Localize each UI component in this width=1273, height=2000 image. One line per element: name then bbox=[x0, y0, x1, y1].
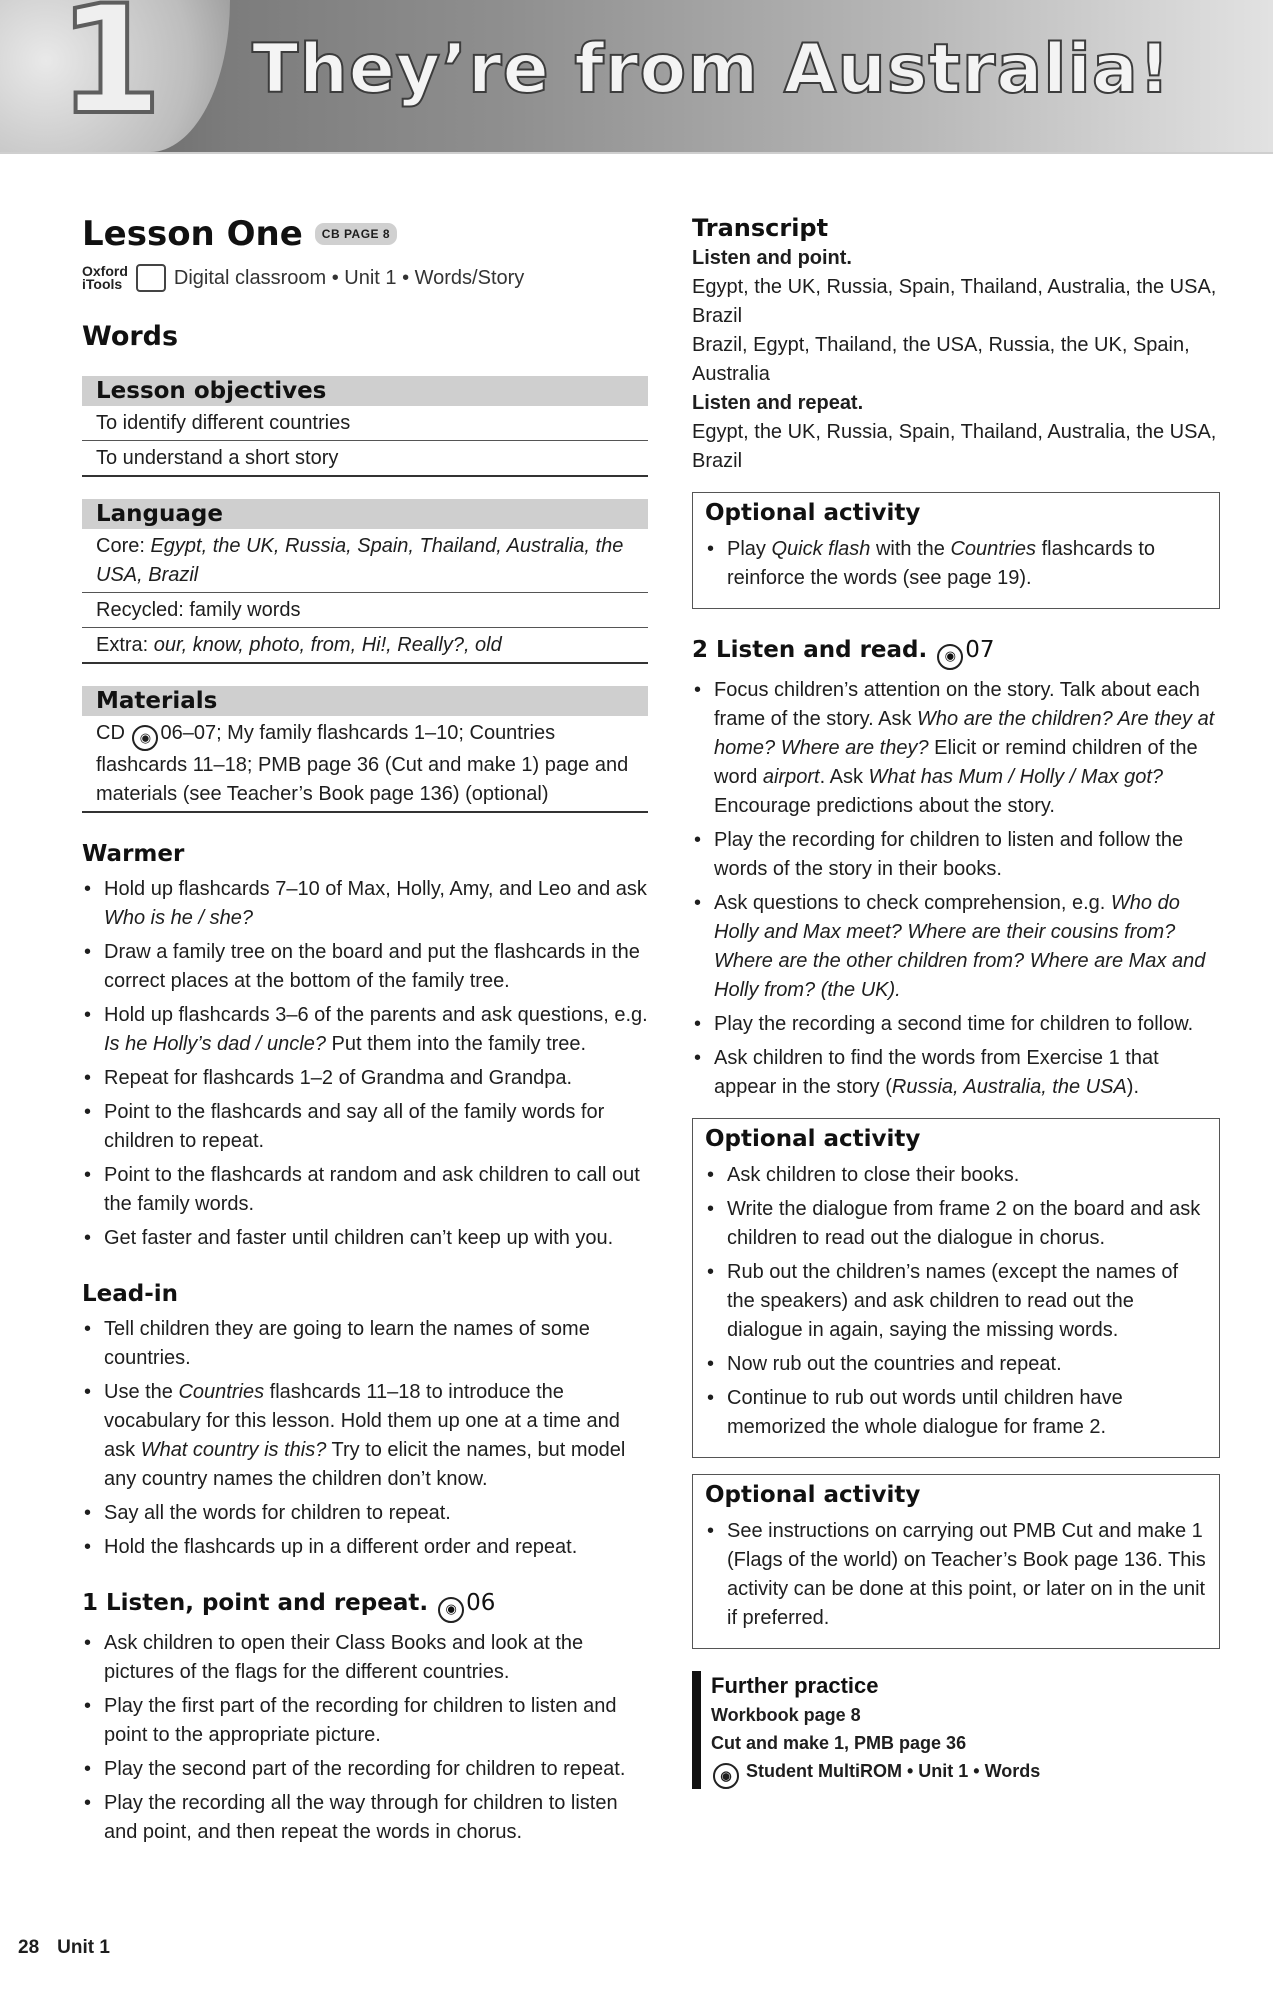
transcript-subheading: Listen and repeat. bbox=[692, 392, 864, 414]
optional-activity-title: Optional activity bbox=[705, 1126, 921, 1152]
objective-item bbox=[82, 406, 648, 441]
itools-logo-top: Oxford bbox=[82, 263, 128, 279]
list-item: • Now rub out the countries and repeat. bbox=[705, 1350, 1207, 1379]
objectives-heading: Lesson objectives bbox=[82, 376, 648, 406]
list-item: • Ask children to open their Class Books and look at the pictures of the flags for the different countries. bbox=[82, 1629, 648, 1687]
materials-prefix: CD bbox=[96, 722, 125, 744]
warmer-list bbox=[82, 875, 648, 1253]
list-item: • Play the recording all the way through for children to listen and point, and then repeat the words in chorus. bbox=[82, 1789, 648, 1847]
further-practice-item: Cut and make 1, PMB page 36 bbox=[711, 1733, 967, 1753]
cd-icon: ◉ bbox=[438, 1597, 464, 1623]
optional-activity-box bbox=[692, 1474, 1220, 1649]
list-item: • Get faster and faster until children can’t keep up with you. bbox=[82, 1224, 648, 1253]
exercise-2-heading bbox=[692, 635, 1220, 670]
further-practice-title: Further practice bbox=[711, 1673, 879, 1698]
optional-activity-box bbox=[692, 1118, 1220, 1458]
language-extra bbox=[82, 628, 648, 664]
words-heading: Words bbox=[82, 321, 179, 352]
list-item: • Draw a family tree on the board and put the flashcards in the correct places at the bottom of the family tree. bbox=[82, 938, 648, 996]
exercise-1-title: 1 Listen, point and repeat. bbox=[82, 1590, 429, 1616]
track-number: 06 bbox=[466, 1590, 496, 1616]
core-label: Core: bbox=[96, 535, 151, 557]
lesson-title: Lesson One bbox=[82, 214, 303, 254]
list-item: • Repeat for flashcards 1–2 of Grandma and Grandpa. bbox=[82, 1064, 648, 1093]
list-item: • Focus children’s attention on the story. Talk about each frame of the story. Ask Who are the children? Are they at home? Where are they? Elicit or remind children of the word airport. Ask What has Mum / Holly / Max got? Encourage predictions about the story. bbox=[692, 676, 1220, 821]
unit-banner bbox=[0, 0, 1273, 154]
exercise-1-heading bbox=[82, 1588, 648, 1623]
optional-activity-title: Optional activity bbox=[705, 500, 921, 526]
exercise-2-title: 2 Listen and read. bbox=[692, 637, 928, 663]
extra-label: Extra: bbox=[96, 634, 154, 656]
itools-text: Digital classroom • Unit 1 • Words/Story bbox=[173, 266, 525, 289]
language-recycled bbox=[82, 593, 648, 628]
optional-activity-list bbox=[705, 1161, 1207, 1442]
list-item: • Ask children to close their books. bbox=[705, 1161, 1207, 1190]
list-item: • Hold up flashcards 3–6 of the parents and ask questions, e.g. Is he Holly’s dad / uncle? Put them into the family tree. bbox=[82, 1001, 648, 1059]
objective-text: To identify different countries bbox=[96, 412, 351, 434]
transcript-line: Egypt, the UK, Russia, Spain, Thailand, Australia, the USA, Brazil bbox=[692, 276, 1217, 327]
optional-activity-title: Optional activity bbox=[705, 1482, 921, 1508]
materials-text bbox=[82, 716, 648, 813]
right-column bbox=[692, 212, 1220, 1789]
list-item: • Play the recording for children to listen and follow the words of the story in their books. bbox=[692, 826, 1220, 884]
track-number: 07 bbox=[965, 637, 995, 663]
list-item: • Tell children they are going to learn the names of some countries. bbox=[82, 1315, 648, 1373]
list-item: • Rub out the children’s names (except the names of the speakers) and ask children to read out the dialogue in again, saying the missing words. bbox=[705, 1258, 1207, 1345]
transcript-heading: Transcript bbox=[692, 214, 829, 242]
cd-icon: ◉ bbox=[713, 1763, 739, 1789]
list-item: • Continue to rub out words until children have memorized the whole dialogue for frame 2. bbox=[705, 1384, 1207, 1442]
lesson-header bbox=[82, 212, 648, 256]
exercise-1-list bbox=[82, 1629, 648, 1847]
warmer-heading: Warmer bbox=[82, 841, 185, 867]
extra-words: our, know, photo, from, Hi!, Really?, old bbox=[153, 634, 502, 656]
itools-line bbox=[82, 264, 648, 292]
left-column bbox=[82, 212, 648, 1852]
further-practice-item: Workbook page 8 bbox=[711, 1705, 861, 1725]
list-item: • Ask questions to check comprehension, e.g. Who do Holly and Max meet? Where are their cousins from? Where are the other children from? Where are Max and Holly from? (the UK). bbox=[692, 889, 1220, 1005]
page-footer bbox=[18, 1936, 110, 1960]
further-practice-item: ◉ Student MultiROM • Unit 1 • Words bbox=[711, 1757, 1220, 1789]
optional-activity-list bbox=[705, 1517, 1207, 1633]
itools-logo bbox=[82, 265, 128, 291]
leadin-heading: Lead-in bbox=[82, 1281, 179, 1307]
optional-activity-box bbox=[692, 492, 1220, 609]
unit-title: They’re from Australia! bbox=[252, 30, 1171, 109]
whiteboard-icon bbox=[136, 264, 166, 292]
cd-icon: ◉ bbox=[937, 644, 963, 670]
list-item: • Play the second part of the recording for children to repeat. bbox=[82, 1755, 648, 1784]
itools-logo-bottom: iTools bbox=[82, 276, 123, 292]
list-item: • Use the Countries flashcards 11–18 to introduce the vocabulary for this lesson. Hold them up one at a time and ask What country is this? Try to elicit the names, but model any country names the children don’t know. bbox=[82, 1378, 648, 1494]
list-item: • Ask children to find the words from Exercise 1 that appear in the story (Russia, Australia, the USA). bbox=[692, 1044, 1220, 1102]
list-item: • Play Quick flash with the Countries flashcards to reinforce the words (see page 19). bbox=[705, 535, 1207, 593]
exercise-2-list bbox=[692, 676, 1220, 1102]
unit-number: 1 bbox=[58, 0, 163, 148]
list-item: • Play the first part of the recording for children to listen and point to the appropriate picture. bbox=[82, 1692, 648, 1750]
transcript-line: Brazil, Egypt, Thailand, the USA, Russia, the UK, Spain, Australia bbox=[692, 334, 1190, 385]
list-item: • Point to the flashcards at random and ask children to call out the family words. bbox=[82, 1161, 648, 1219]
list-item: • Hold the flashcards up in a different order and repeat. bbox=[82, 1533, 648, 1562]
list-item: • Say all the words for children to repeat. bbox=[82, 1499, 648, 1528]
recycled-text: Recycled: family words bbox=[96, 599, 301, 621]
objective-item bbox=[82, 441, 648, 477]
materials-list: 06–07; My family flashcards 1–10; Countries flashcards 11–18; PMB page 36 (Cut and make 1) page and materials (see Teacher’s Book page 136) (optional) bbox=[96, 722, 629, 805]
transcript-line: Egypt, the UK, Russia, Spain, Thailand, Australia, the USA, Brazil bbox=[692, 421, 1217, 472]
optional-activity-list bbox=[705, 535, 1207, 593]
core-words: Egypt, the UK, Russia, Spain, Thailand, Australia, the USA, Brazil bbox=[96, 535, 624, 586]
cb-page-tag: CB PAGE 8 bbox=[315, 223, 397, 245]
page-number: 28 bbox=[18, 1937, 40, 1958]
leadin-list bbox=[82, 1315, 648, 1562]
list-item: • See instructions on carrying out PMB Cut and make 1 (Flags of the world) on Teacher’s Book page 136. This activity can be done at this point, or later on in the unit if preferred. bbox=[705, 1517, 1207, 1633]
further-practice bbox=[692, 1671, 1220, 1789]
materials-heading: Materials bbox=[82, 686, 648, 716]
list-item: • Hold up flashcards 7–10 of Max, Holly, Amy, and Leo and ask Who is he / she? bbox=[82, 875, 648, 933]
objective-text: To understand a short story bbox=[96, 447, 339, 469]
language-heading: Language bbox=[82, 499, 648, 529]
language-core bbox=[82, 529, 648, 593]
list-item: • Write the dialogue from frame 2 on the board and ask children to read out the dialogue in chorus. bbox=[705, 1195, 1207, 1253]
cd-icon: ◉ bbox=[132, 725, 158, 751]
unit-label: Unit 1 bbox=[57, 1937, 110, 1958]
list-item: • Play the recording a second time for children to follow. bbox=[692, 1010, 1220, 1039]
list-item: • Point to the flashcards and say all of the family words for children to repeat. bbox=[82, 1098, 648, 1156]
transcript-subheading: Listen and point. bbox=[692, 247, 852, 269]
